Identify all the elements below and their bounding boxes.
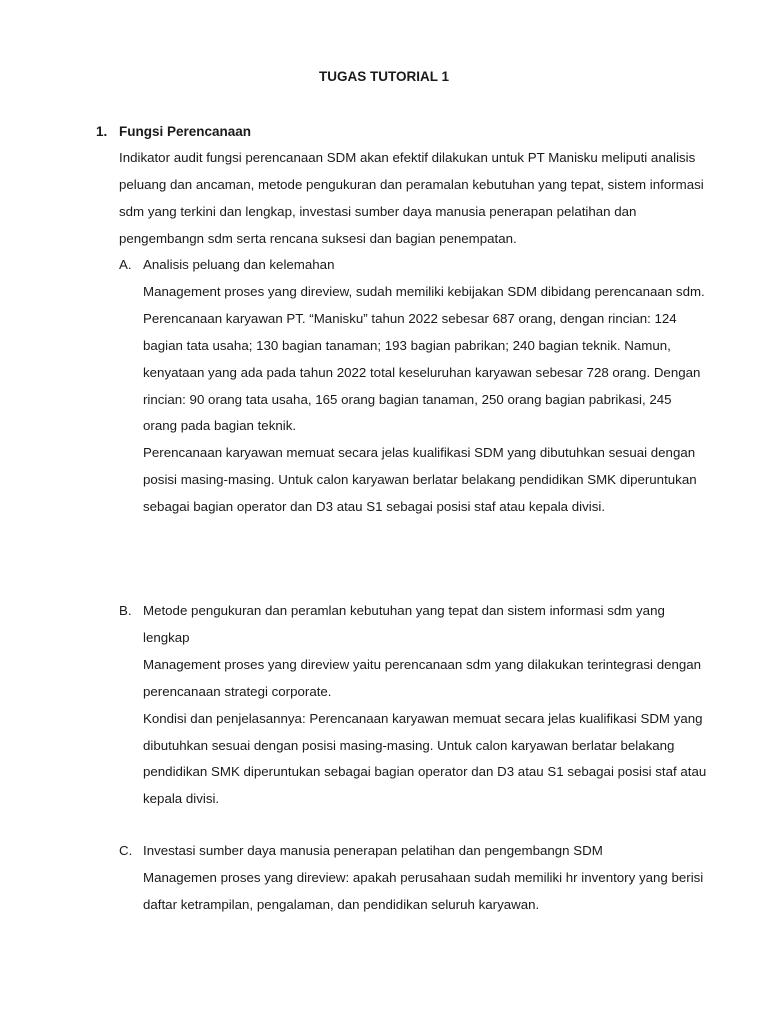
section-number: 1. (96, 124, 108, 139)
list-item-b-body (143, 598, 709, 813)
item-b-paragraph-1: Management proses yang direview yaitu perencanaan sdm yang dilakukan terintegrasi dengan perencanaan strategi corporate. (143, 656, 702, 699)
item-a-paragraph-2: Perencanaan karyawan PT. “Manisku” tahun 2022 sebesar 687 orang, dengan rincian: 124 bagian tata usaha; 130 bagian tanaman; 193 bagian pabrikan; 240 bagian teknik. Namun, kenyataan yang ada pada tahun 2022 total keseluruhan karyawan sebesar 728 orang. Dengan rincian: 90 orang tata usaha, 165 orang bagian tanaman, 250 orang bagian pabrikasi, 245 orang pada bagian teknik. (143, 310, 701, 434)
section-heading (96, 121, 251, 143)
item-c-paragraph-1: Managemen proses yang direview: apakah perusahaan sudah memiliki hr inventory yang berisi daftar ketrampilan, pengalaman, dan pendidikan seluruh karyawan. (143, 869, 704, 912)
item-a-paragraph-1: Management proses yang direview, sudah memiliki kebijakan SDM dibidang perencanaan sdm. (143, 283, 705, 299)
item-c-heading: Investasi sumber daya manusia penerapan pelatihan dan pengembangn SDM (143, 843, 603, 858)
section-intro (119, 145, 709, 253)
list-item-a (119, 252, 709, 521)
intro-paragraph: Indikator audit fungsi perencanaan SDM akan efektif dilakukan untuk PT Manisku meliputi analisis peluang dan ancaman, metode pengukuran dan peramalan kebutuhan yang tepat, sistem informasi sdm yang terkini dan lengkap, investasi sumber daya manusia penerapan pelatihan dan pengembangn sdm serta rencana suksesi dan bagian penempatan. (119, 150, 704, 246)
list-item-c-body (143, 838, 709, 919)
list-letter-b: B. (119, 603, 132, 618)
list-item-a-body (143, 252, 709, 521)
item-a-heading: Analisis peluang dan kelemahan (143, 257, 335, 272)
list-letter-a: A. (119, 257, 132, 272)
list-item-c (119, 838, 709, 919)
document-title: TUGAS TUTORIAL 1 (318, 69, 449, 84)
list-item-b (119, 598, 709, 813)
item-b-paragraph-2: Kondisi dan penjelasannya: Perencanaan karyawan memuat secara jelas kualifikasi SDM yang dibutuhkan sesuai dengan posisi masing-masing. Untuk calon karyawan berlatar belakang pendidikan SMK diperuntukan sebagai bagian operator dan D3 atau S1 sebagai posisi staf atau kepala divisi. (143, 710, 707, 807)
list-letter-c: C. (119, 843, 133, 858)
item-b-heading: Metode pengukuran dan peramlan kebutuhan yang tepat dan sistem informasi sdm yang lengkap (143, 603, 665, 645)
section-heading-text: Fungsi Perencanaan (119, 124, 252, 139)
item-a-paragraph-3: Perencanaan karyawan memuat secara jelas kualifikasi SDM yang dibutuhkan sesuai dengan posisi masing-masing. Untuk calon karyawan berlatar belakang pendidikan SMK diperuntukan sebagai bagian operator dan D3 atau S1 sebagai posisi staf atau kepala divisi. (143, 445, 697, 515)
